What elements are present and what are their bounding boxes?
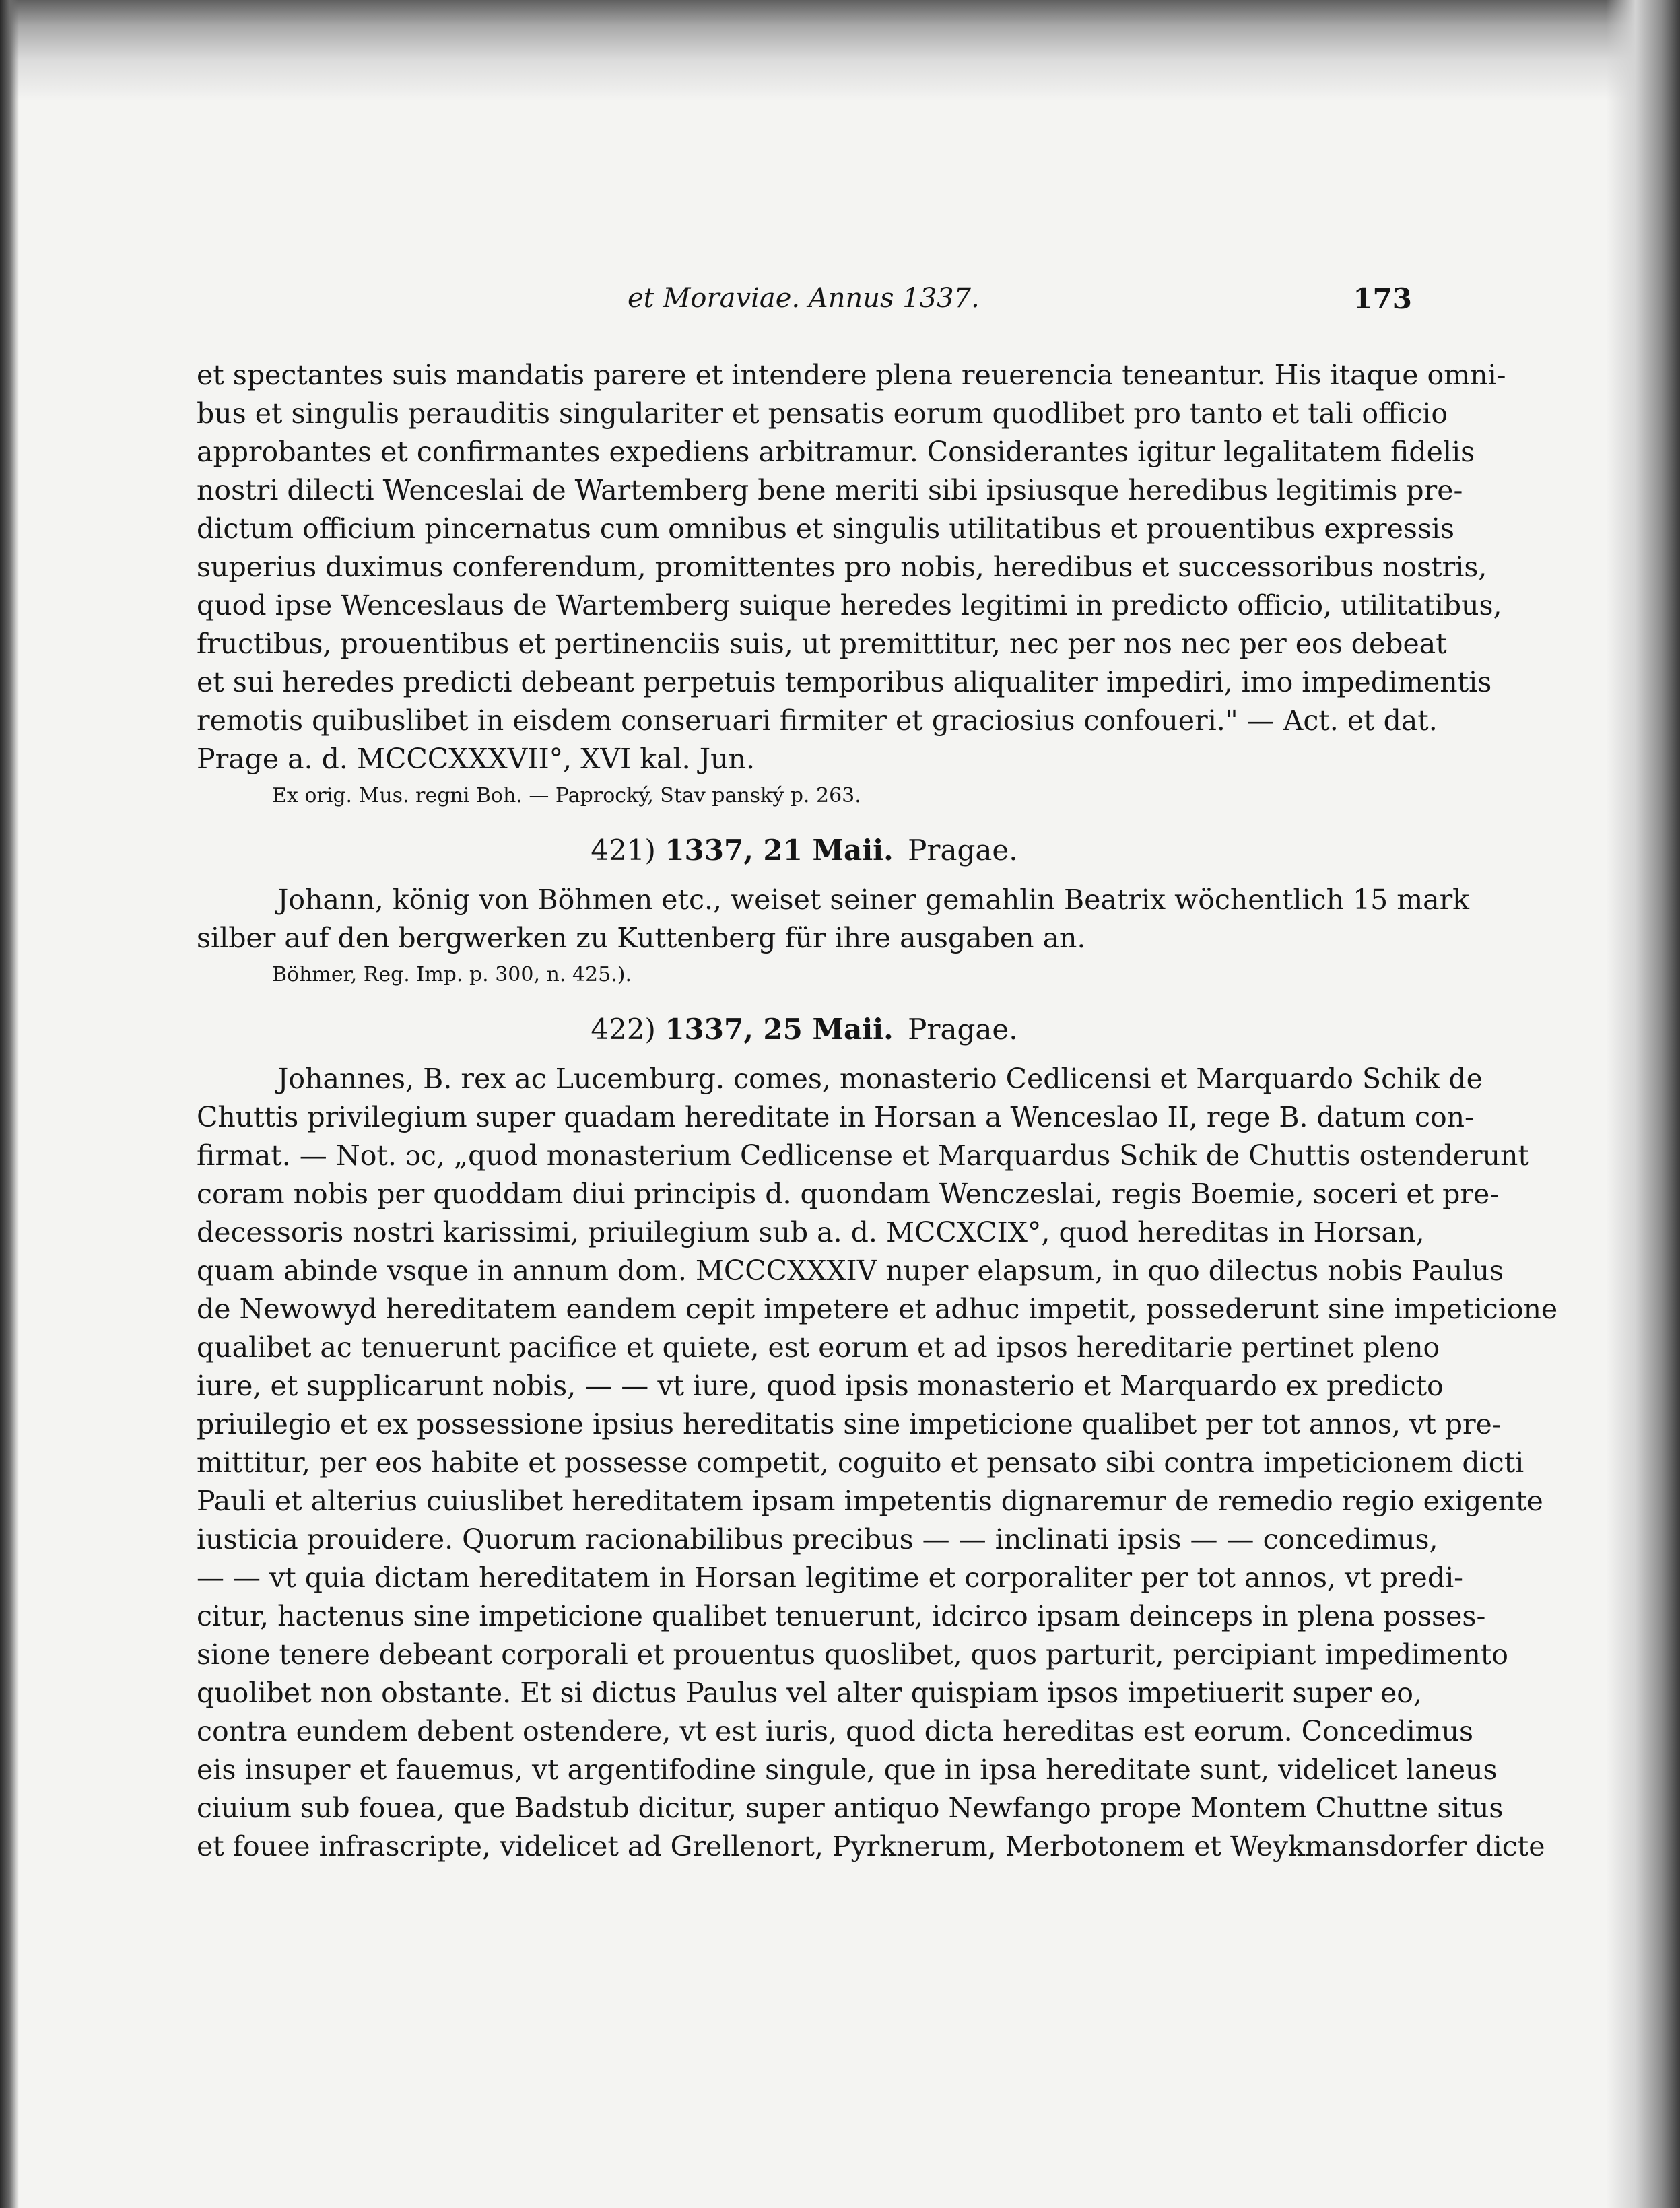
text-line: dictum officium pincernatus cum omnibus et singulis utilitatibus et prouentibus expressis	[197, 512, 1455, 545]
entry-421	[197, 831, 1470, 991]
entry-heading	[197, 1010, 1412, 1049]
text-line: eis insuper et fauemus, vt argentifodine singule, que in ipsa hereditate sunt, videlicet laneus	[197, 1753, 1498, 1786]
text-line: fructibus, prouentibus et pertinenciis suis, ut premittitur, nec per nos nec per eos debeat	[197, 628, 1447, 660]
text-line: ciuium sub fouea, que Badstub dicitur, super antiquo Newfango prope Montem Chuttne situs	[197, 1792, 1504, 1824]
continued-charter-text	[197, 356, 1506, 778]
entry-number: 421)	[591, 834, 656, 867]
entry-place: Pragae.	[908, 834, 1018, 867]
text-line: remotis quibuslibet in eisdem conseruari firmiter et graciosius confoueri." — Act. et dat.	[197, 704, 1438, 737]
text-line: et spectantes suis mandatis parere et intendere plena reuerencia teneantur. His itaque omni-	[197, 359, 1506, 391]
source-note: Ex orig. Mus. regni Boh. — Paprocký, Stav panský p. 263.	[272, 784, 861, 807]
text-line: qualibet ac tenuerunt pacifice et quiete, est eorum et ad ipsos hereditarie pertinet pleno	[197, 1331, 1440, 1364]
entry-date: 1337, 25 Maii.	[665, 1013, 894, 1046]
text-line: priuilegio et ex possessione ipsius hereditatis sine impeticione qualibet per tot annos, vt pre-	[197, 1408, 1502, 1440]
document-page	[197, 279, 1558, 1866]
text-line: de Newowyd hereditatem eandem cepit impetere et adhuc impetit, possederunt sine impeticione	[197, 1293, 1558, 1325]
text-line: iusticia prouidere. Quorum racionabilibus precibus — — inclinati ipsis — — concedimus,	[197, 1523, 1438, 1555]
text-line: nostri dilecti Wenceslai de Wartemberg bene meriti sibi ipsiusque heredibus legitimis pre-	[197, 474, 1463, 506]
text-line: mittitur, per eos habite et possesse competit, coguito et pensato sibi contra impeticionem dicti	[197, 1446, 1524, 1479]
text-line: citur, hactenus sine impeticione qualibet tenuerunt, idcirco ipsam deinceps in plena posses-	[197, 1600, 1486, 1632]
text-line: superius duximus conferendum, promittentes pro nobis, heredibus et successoribus nostris,	[197, 551, 1487, 583]
text-line: Johannes, B. rex ac Lucemburg. comes, monasterio Cedlicensi et Marquardo Schik de	[277, 1063, 1483, 1095]
text-line: coram nobis per quoddam diui principis d. quondam Wenczeslai, regis Boemie, soceri et pre-	[197, 1178, 1500, 1210]
scan-shadow-top	[0, 0, 1680, 101]
entry-422	[197, 1010, 1558, 1866]
running-head	[197, 279, 1412, 327]
text-line: contra eundem debent ostendere, vt est iuris, quod dicta hereditas est eorum. Concedimus	[197, 1715, 1474, 1747]
text-line: Chuttis privilegium super quadam hereditate in Horsan a Wenceslao II, rege B. datum con-	[197, 1101, 1474, 1133]
text-line: decessoris nostri karissimi, priuilegium sub a. d. MCCXCIX°, quod hereditas in Horsan,	[197, 1216, 1425, 1248]
text-line: Pauli et alterius cuiuslibet hereditatem ipsam impetentis dignaremur de remedio regio exigente	[197, 1485, 1543, 1517]
page-number: 173	[1353, 282, 1412, 315]
text-line: sione tenere debeant corporali et prouentus quoslibet, quos parturit, percipiant impedimento	[197, 1638, 1508, 1671]
text-line: et sui heredes predicti debeant perpetuis temporibus aliqualiter impediri, imo impedimentis	[197, 666, 1492, 698]
entry-text	[197, 881, 1470, 958]
scan-shadow-right	[1606, 0, 1680, 2208]
text-line: approbantes et confirmantes expediens arbitramur. Considerantes igitur legalitatem fidelis	[197, 436, 1475, 468]
text-line: quolibet non obstante. Et si dictus Paulus vel alter quispiam ipsos impetiuerit super eo,	[197, 1677, 1423, 1709]
text-line: Prage a. d. MCCCXXXVII°, XVI kal. Jun.	[197, 743, 755, 775]
entry-place: Pragae.	[908, 1013, 1018, 1046]
entry-text	[197, 1060, 1558, 1866]
text-line: silber auf den bergwerken zu Kuttenberg für ihre ausgaben an.	[197, 922, 1086, 954]
source-note: Böhmer, Reg. Imp. p. 300, n. 425.).	[272, 963, 632, 986]
scan-shadow-left	[0, 0, 19, 2208]
text-line: quam abinde vsque in annum dom. MCCCXXXIV nuper elapsum, in quo dilectus nobis Paulus	[197, 1254, 1504, 1287]
text-line: et fouee infrascripte, videlicet ad Grellenort, Pyrknerum, Merbotonem et Weykmansdorfer dicte	[197, 1830, 1545, 1863]
text-line: bus et singulis perauditis singulariter et pensatis eorum quodlibet pro tanto et tali officio	[197, 397, 1448, 430]
entry-heading	[197, 831, 1412, 870]
text-line: Johann, könig von Böhmen etc., weiset seiner gemahlin Beatrix wöchentlich 15 mark	[277, 883, 1470, 916]
entry-number: 422)	[591, 1013, 656, 1046]
text-line: iure, et supplicarunt nobis, — — vt iure, quod ipsis monasterio et Marquardo ex predicto	[197, 1370, 1444, 1402]
text-line: quod ipse Wenceslaus de Wartemberg suique heredes legitimi in predicto officio, utilitatibus,	[197, 589, 1502, 622]
text-line: — — vt quia dictam hereditatem in Horsan legitime et corporaliter per tot annos, vt predi-	[197, 1562, 1464, 1594]
entry-date: 1337, 21 Maii.	[665, 834, 894, 867]
running-title: et Moraviae. Annus 1337.	[628, 283, 980, 314]
continued-charter	[197, 356, 1506, 812]
text-line: firmat. — Not. ɔc, „quod monasterium Cedlicense et Marquardus Schik de Chuttis ostenderunt	[197, 1139, 1529, 1172]
